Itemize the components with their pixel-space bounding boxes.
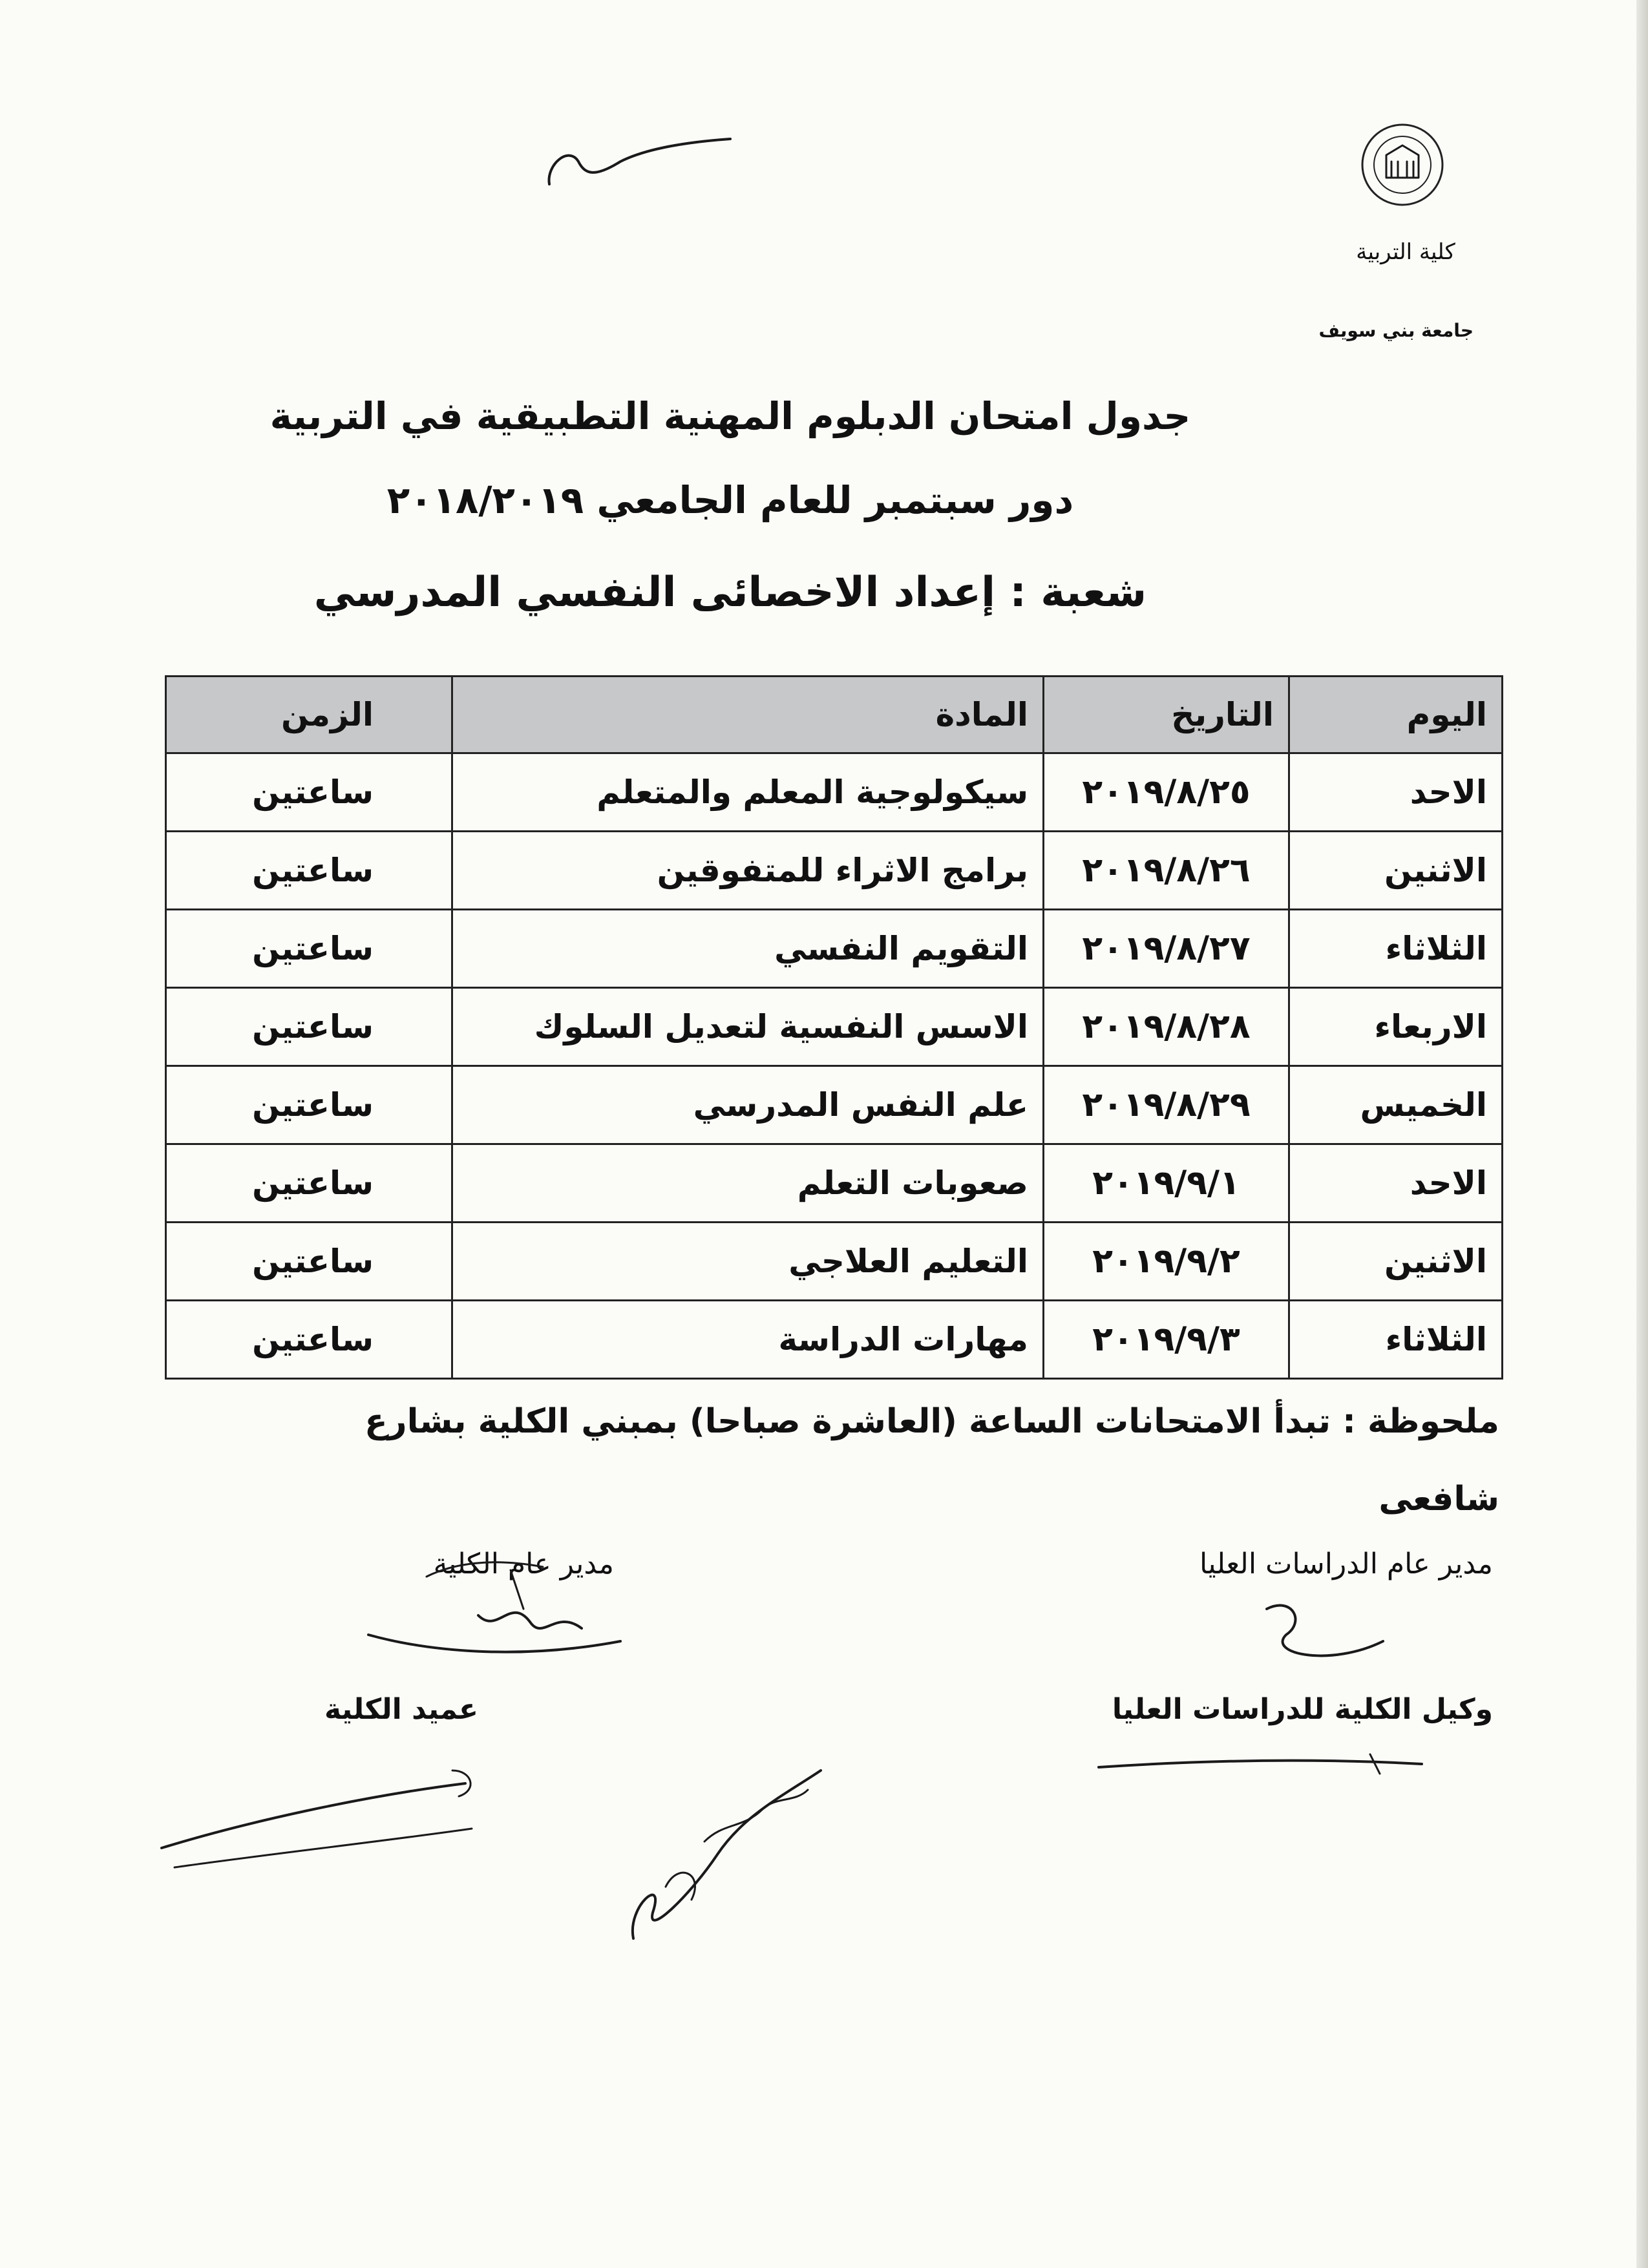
college-logo-text: كلية التربية bbox=[1356, 239, 1455, 265]
cell-date: ٢٠١٩/٩/٢ bbox=[1044, 1223, 1289, 1301]
cell-subject: علم النفس المدرسي bbox=[452, 1066, 1044, 1144]
cell-subject: سيكولوجية المعلم والمتعلم bbox=[452, 753, 1044, 832]
cell-date: ٢٠١٩/٨/٢٩ bbox=[1044, 1066, 1289, 1144]
table-row bbox=[166, 1066, 1503, 1144]
vice-dean-signature bbox=[1092, 1728, 1428, 1787]
grad-director-signature bbox=[1254, 1596, 1396, 1686]
scan-edge bbox=[1636, 0, 1648, 2268]
cell-subject: التقويم النفسي bbox=[452, 910, 1044, 988]
header-day: اليوم bbox=[1289, 677, 1503, 753]
cell-subject: صعوبات التعلم bbox=[452, 1144, 1044, 1223]
cell-duration: ساعتين bbox=[166, 910, 452, 988]
header-subject: المادة bbox=[452, 677, 1044, 753]
cell-day: الثلاثاء bbox=[1289, 1301, 1503, 1379]
cell-subject: الاسس النفسية لتعديل السلوك bbox=[452, 988, 1044, 1066]
vice-dean-label: وكيل الكلية للدراسات العليا bbox=[1112, 1693, 1493, 1726]
table-row bbox=[166, 1144, 1503, 1223]
university-logo-icon bbox=[1341, 116, 1464, 213]
table-header-row bbox=[166, 677, 1503, 753]
cell-duration: ساعتين bbox=[166, 1223, 452, 1301]
division-subtitle: شعبة : إعداد الاخصائى النفسي المدرسي bbox=[313, 569, 1147, 616]
table-row bbox=[166, 1223, 1503, 1301]
cell-duration: ساعتين bbox=[166, 1301, 452, 1379]
cell-subject: مهارات الدراسة bbox=[452, 1301, 1044, 1379]
handwritten-mark bbox=[543, 126, 737, 197]
page-title: جدول امتحان الدبلوم المهنية التطبيقية في التربية bbox=[269, 394, 1191, 438]
session-subtitle: دور سبتمبر للعام الجامعي ٢٠١٨/٢٠١٩ bbox=[386, 478, 1074, 522]
cell-duration: ساعتين bbox=[166, 988, 452, 1066]
university-name: جامعة بني سويف bbox=[1318, 320, 1474, 341]
cell-day: الثلاثاء bbox=[1289, 910, 1503, 988]
cell-day: الاحد bbox=[1289, 753, 1503, 832]
college-director-signature bbox=[349, 1538, 633, 1686]
cell-date: ٢٠١٩/٨/٢٨ bbox=[1044, 988, 1289, 1066]
cell-subject: برامج الاثراء للمتفوقين bbox=[452, 832, 1044, 910]
cell-date: ٢٠١٩/٩/١ bbox=[1044, 1144, 1289, 1223]
cell-date: ٢٠١٩/٨/٢٦ bbox=[1044, 832, 1289, 910]
header-date: التاريخ bbox=[1044, 677, 1289, 753]
cell-day: الاحد bbox=[1289, 1144, 1503, 1223]
cell-day: الاثنين bbox=[1289, 832, 1503, 910]
header-duration: الزمن bbox=[166, 677, 452, 753]
exam-note: ملحوظة : تبدأ الامتحانات الساعة (العاشرة صباحا) بمبني الكلية بشارع شافعى bbox=[364, 1402, 1499, 1518]
table-row bbox=[166, 1301, 1503, 1379]
table-row bbox=[166, 988, 1503, 1066]
cell-duration: ساعتين bbox=[166, 832, 452, 910]
cell-duration: ساعتين bbox=[166, 1066, 452, 1144]
cell-date: ٢٠١٩/٨/٢٥ bbox=[1044, 753, 1289, 832]
center-signature bbox=[614, 1745, 885, 1958]
cell-duration: ساعتين bbox=[166, 753, 452, 832]
cell-date: ٢٠١٩/٩/٣ bbox=[1044, 1301, 1289, 1379]
cell-date: ٢٠١٩/٨/٢٧ bbox=[1044, 910, 1289, 988]
table-row bbox=[166, 753, 1503, 832]
dean-label: عميد الكلية bbox=[324, 1693, 478, 1726]
cell-subject: التعليم العلاجي bbox=[452, 1223, 1044, 1301]
dean-signature bbox=[149, 1758, 511, 1906]
grad-director-label: مدير عام الدراسات العليا bbox=[1199, 1548, 1493, 1580]
college-director-label: مدير عام الكلية bbox=[433, 1548, 614, 1580]
cell-day: الاثنين bbox=[1289, 1223, 1503, 1301]
exam-schedule-table bbox=[165, 675, 1503, 1380]
table-row bbox=[166, 910, 1503, 988]
cell-day: الاربعاء bbox=[1289, 988, 1503, 1066]
cell-duration: ساعتين bbox=[166, 1144, 452, 1223]
table-row bbox=[166, 832, 1503, 910]
cell-day: الخميس bbox=[1289, 1066, 1503, 1144]
